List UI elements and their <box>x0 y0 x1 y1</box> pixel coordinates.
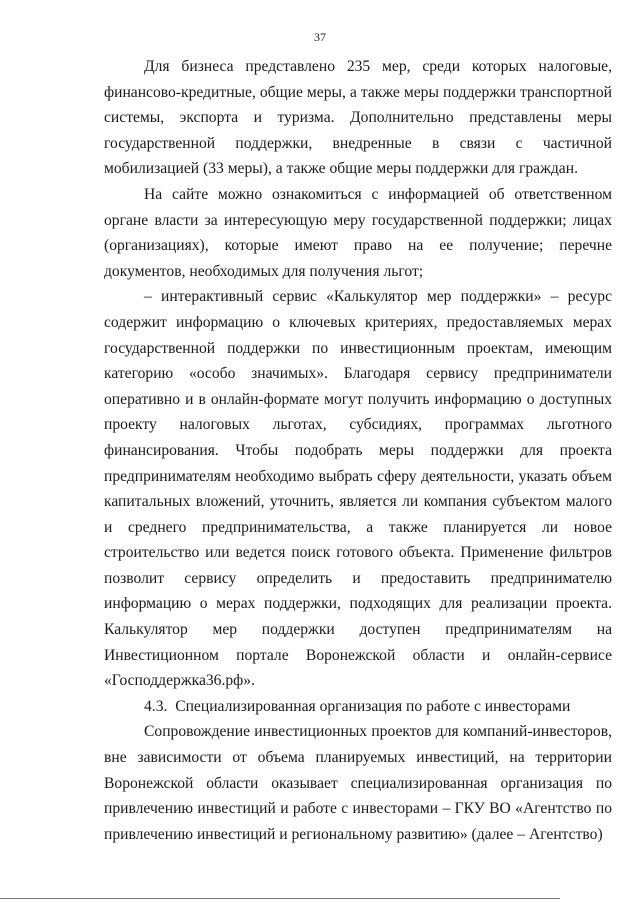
paragraph-calculator-service: – интерактивный сервис «Калькулятор мер поддержки» – ресурс содержит информацию о ключевых критериях, предоставляемых мерах государственной поддержки по инвестиционным проектам, имеющим категорию «особо значимых». Благодаря сервису предприниматели оперативно и в онлайн-формате могут получить информацию о доступных проекту налоговых льготах, субсидиях, программах льготного финансирования. Чтобы подобрать меры поддержки для проекта предпринимателям необходимо выбрать сферу деятельности, указать объем капитальных вложений, уточнить, является ли компания субъектом малого и среднего предпринимательства, а также планируется ли новое строительство или ведется поиск готового объекта. Применение фильтров позволит сервису определить и предоставить предпринимателю информацию о мерах поддержки, подходящих для реализации проекта. Калькулятор мер поддержки доступен предпринимателям на Инвестиционном портале Воронежской области и онлайн-сервисе «Господдержка36.рф». <box>104 288 612 690</box>
document-body <box>104 54 612 847</box>
section-title: Специализированная организация по работе с инвесторами <box>175 697 571 715</box>
page-number: 37 <box>314 30 326 44</box>
paragraph-business-measures: Для бизнеса представлено 235 мер, среди которых налоговые, финансово-кредитные, общие меры, а также меры поддержки транспортной системы, экспорта и туризма. Дополнительно представлены меры государственной поддержки, внедренные в связи с частичной мобилизацией (33 меры), а также общие меры поддержки для граждан. <box>104 58 612 178</box>
footer-divider <box>0 898 560 899</box>
paragraph-site-information: На сайте можно ознакомиться с информацией об ответственном органе власти за интересующую меру государственной поддержки; лицах (организациях), которые имеют право на ее получение; перечне документов, необходимых для получения льгот; <box>104 185 612 280</box>
paragraph-investor-support: Сопровождение инвестиционных проектов для компаний-инвесторов, вне зависимости от объема планируемых инвестиций, на территории Воронежской области оказывает специализированная организация по привлечению инвестиций и работе с инвесторами – ГКУ ВО «Агентство по привлечению инвестиций и региональному развитию» (далее – Агентство) <box>104 723 612 843</box>
section-number: 4.3. <box>144 697 168 715</box>
section-heading <box>104 694 612 720</box>
